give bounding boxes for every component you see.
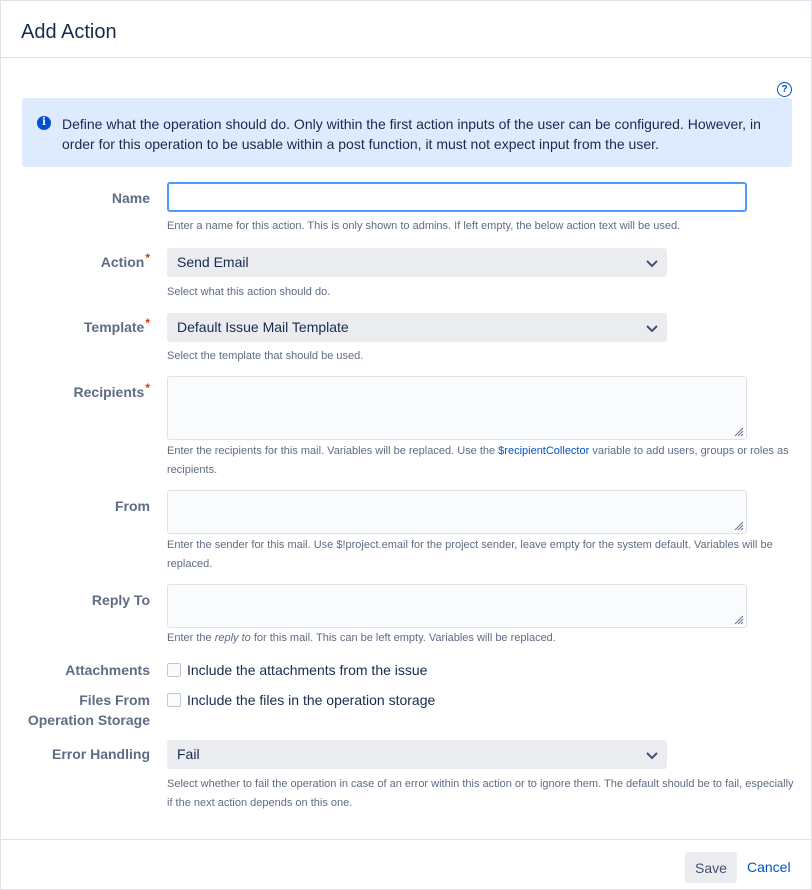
template-description: Select the template that should be used. [167, 350, 364, 362]
files-checkbox[interactable] [167, 693, 181, 707]
from-textarea[interactable] [167, 490, 747, 534]
name-description: Enter a name for this action. This is only shown to admins. If left empty, the below action text will be used. [167, 220, 681, 232]
cancel-link[interactable]: Cancel [747, 859, 791, 875]
info-icon: i [37, 116, 51, 130]
action-description: Select what this action should do. [167, 286, 331, 298]
error-handling-selected-value: Fail [177, 746, 200, 762]
recipients-textarea[interactable] [167, 376, 747, 440]
question-circle-icon[interactable]: ? [777, 82, 792, 97]
from-description: Enter the sender for this mail. Use $!project.email for the project sender, leave empty for the system default. Variables will be replaced. [167, 539, 773, 570]
attachments-label: Attachments [65, 662, 150, 678]
recipients-label: Recipients* [73, 381, 150, 400]
chevron-down-icon [645, 321, 659, 335]
save-button[interactable]: Save [685, 852, 737, 883]
action-label: Action* [100, 251, 150, 270]
recipient-collector-link[interactable]: $recipientCollector [498, 445, 590, 457]
resize-grip-icon[interactable] [734, 427, 744, 437]
chevron-down-icon [645, 256, 659, 270]
attachments-checkbox-label[interactable]: Include the attachments from the issue [187, 662, 428, 678]
template-selected-value: Default Issue Mail Template [177, 319, 349, 335]
template-label: Template* [83, 316, 150, 335]
error-handling-label: Error Handling [51, 746, 150, 762]
error-handling-description: Select whether to fail the operation in case of an error within this action or to ignore them. The default should be to fail, especially if the next action depends on this one. [167, 778, 794, 809]
dialog-footer [1, 839, 811, 890]
action-selected-value: Send Email [177, 254, 249, 270]
resize-grip-icon[interactable] [734, 615, 744, 625]
chevron-down-icon [645, 748, 659, 762]
name-input[interactable] [167, 182, 747, 212]
reply-to-label: Reply To [91, 592, 150, 608]
recipients-description: Enter the recipients for this mail. Variables will be replaced. Use the $recipientCollector variable to add users, groups or roles as recipients. [167, 445, 789, 476]
reply-to-textarea[interactable] [167, 584, 747, 628]
info-message [22, 98, 792, 167]
files-label: Files From Operation Storage [27, 692, 150, 728]
reply-to-description: Enter the reply to for this mail. This can be left empty. Variables will be replaced. [167, 632, 556, 644]
name-label: Name [111, 190, 150, 206]
info-message-text: Define what the operation should do. Only within the first action inputs of the user can be configured. However, in order for this operation to be usable within a post function, it must not expect input from the user. [62, 116, 761, 152]
dialog-title: Add Action [21, 21, 117, 43]
template-select[interactable] [167, 313, 667, 342]
attachments-checkbox[interactable] [167, 663, 181, 677]
resize-grip-icon[interactable] [734, 521, 744, 531]
from-label: From [115, 498, 150, 514]
dialog-header [1, 1, 811, 58]
error-handling-select[interactable] [167, 740, 667, 769]
files-checkbox-label[interactable]: Include the files in the operation storage [187, 692, 436, 708]
action-select[interactable] [167, 248, 667, 277]
